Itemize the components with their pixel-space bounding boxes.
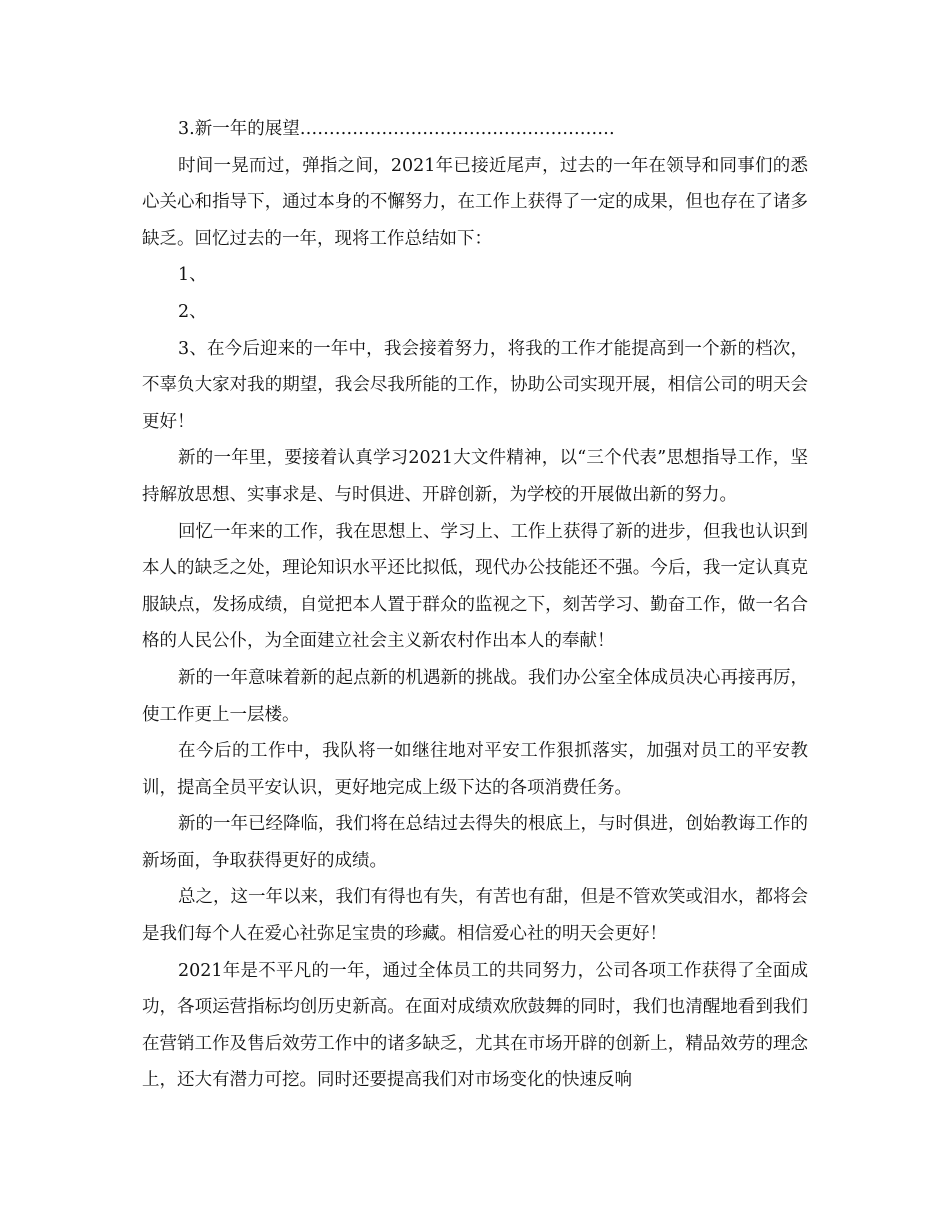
paragraph-list-item-2: 2、 bbox=[178, 301, 207, 322]
paragraph-list-item-1: 1、 bbox=[178, 265, 207, 286]
paragraph-section-heading: 3.新一年的展望……………………………………………… bbox=[178, 119, 615, 139]
paragraph-summary: 总之，这一年以来，我们有得也有失，有苦也有甜，但是不管欢笑或泪水，都将会是我们每个人在爱心社弥足宝贵的珍藏。相信爱心社的明天会更好！ bbox=[142, 887, 808, 945]
document-body bbox=[142, 111, 808, 1099]
paragraph-list-item-3: 3、在今后迎来的一年中，我会接着努力，将我的工作才能提高到一个新的档次，不辜负大家对我的期望，我会尽我所能的工作，协助公司实现开展，相信公司的明天会更好！ bbox=[142, 338, 808, 432]
paragraph-review: 回忆一年来的工作，我在思想上、学习上、工作上获得了新的进步，但我也认识到本人的缺乏之处，理论知识水平还比拟低，现代办公技能还不强。今后，我一定认真克服缺点，发扬成绩，自觉把本人置于群众的监视之下，刻苦学习、勤奋工作，做一名合格的人民公仆，为全面建立社会主义新农村作出本人的奉献！ bbox=[142, 521, 808, 652]
paragraph-study: 新的一年里，要接着认真学习2021大文件精神，以“三个代表”思想指导工作，坚持解放思想、实事求是、与时俱进、开辟创新，为学校的开展做出新的努力。 bbox=[142, 448, 808, 505]
paragraph-safety: 在今后的工作中，我队将一如继往地对平安工作狠抓落实，加强对员工的平安教训，提高全员平安认识，更好地完成上级下达的各项消费任务。 bbox=[142, 741, 808, 798]
paragraph-education: 新的一年已经降临，我们将在总结过去得失的根底上，与时俱进，创始教诲工作的新场面，争取获得更好的成绩。 bbox=[142, 814, 808, 871]
paragraph-new-year: 新的一年意味着新的起点新的机遇新的挑战。我们办公室全体成员决心再接再厉，使工作更上一层楼。 bbox=[142, 667, 808, 725]
paragraph-opening: 时间一晃而过，弹指之间，2021年已接近尾声，过去的一年在领导和同事们的悉心关心和指导下，通过本身的不懈努力，在工作上获得了一定的成果，但也存在了诸多缺乏。回忆过去的一年，现将工作总结如下： bbox=[142, 155, 808, 249]
paragraph-company: 2021年是不平凡的一年，通过全体员工的共同努力，公司各项工作获得了全面成功，各项运营指标均创历史新高。在面对成绩欢欣鼓舞的同时，我们也清醒地看到我们在营销工作及售后效劳工作中的诸多缺乏，尤其在市场开辟的创新上，精品效劳的理念上，还大有潜力可挖。同时还要提高我们对市场变化的快速反响 bbox=[142, 960, 808, 1091]
